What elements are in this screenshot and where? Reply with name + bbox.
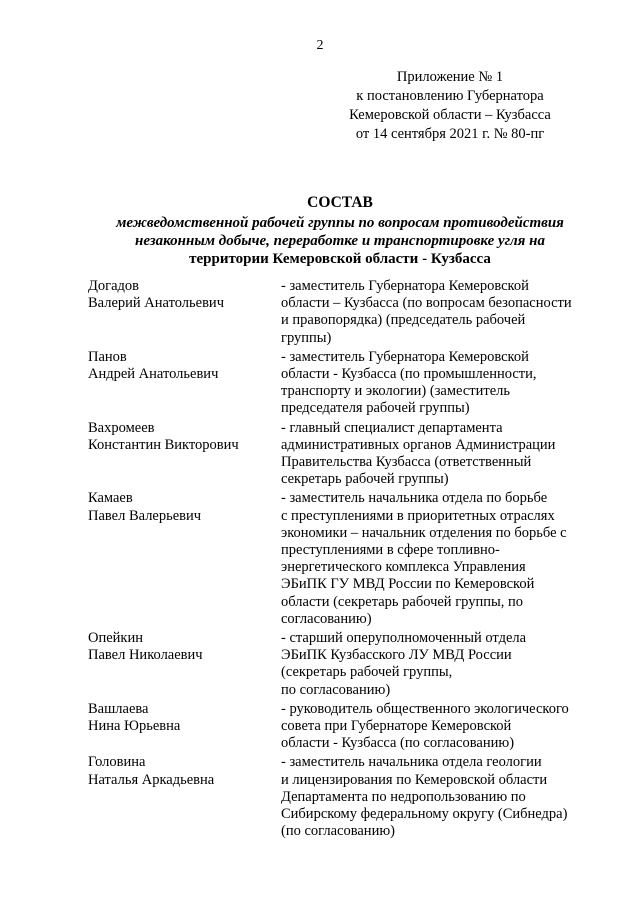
member-given: Павел Николаевич xyxy=(88,647,203,664)
member-role-line: секретарь рабочей группы) xyxy=(281,471,449,488)
member-role-line: транспорту и экологии) (заместитель xyxy=(281,383,510,400)
member-role-line: группы) xyxy=(281,329,332,346)
appendix-header xyxy=(330,68,570,144)
title-line: межведомственной рабочей группы по вопросам противодействия xyxy=(116,215,564,231)
member-role-line: области - Кузбасса (по промышленности, xyxy=(281,366,537,383)
member-row xyxy=(88,754,608,840)
member-role-line: - заместитель Губернатора Кемеровской xyxy=(281,278,529,294)
member-role-line: экономики – начальник отделения по борьбе с xyxy=(281,524,567,541)
member-role xyxy=(281,701,601,753)
member-role xyxy=(281,349,601,418)
member-role xyxy=(281,420,601,489)
member-role-line: (секретарь рабочей группы, xyxy=(281,664,453,681)
member-surname: Головина xyxy=(88,754,146,771)
member-role-line: - заместитель начальника отдела геологии xyxy=(281,754,542,771)
member-surname: Опейкин xyxy=(88,630,143,647)
member-name xyxy=(88,420,281,489)
member-row xyxy=(88,278,608,347)
member-surname: Панов xyxy=(88,348,127,365)
page-number: 2 xyxy=(316,38,324,53)
member-role-line: - руководитель общественного экологического xyxy=(281,700,569,717)
member-name xyxy=(88,278,281,347)
member-role xyxy=(281,490,601,628)
member-role-line: ЭБиПК Кузбасского ЛУ МВД России xyxy=(281,647,512,664)
member-role-line: области - Кузбасса (по согласованию) xyxy=(281,735,515,752)
title-main: СОСТАВ xyxy=(307,194,373,211)
member-name xyxy=(88,630,281,699)
member-role-line: Департамента по недропользованию по xyxy=(281,788,526,805)
appendix-line: Кемеровской области – Кузбасса xyxy=(349,107,551,123)
member-role-line: - заместитель Губернатора Кемеровской xyxy=(281,348,529,365)
title-line: территории Кемеровской области - Кузбасса xyxy=(189,251,491,267)
member-role-line: области (секретарь рабочей группы, по xyxy=(281,593,523,610)
member-surname: Вахромеев xyxy=(88,419,155,436)
member-role-line: области – Кузбасса (по вопросам безопасности xyxy=(281,295,572,312)
member-role xyxy=(281,630,601,699)
member-role-line: и лицензирования по Кемеровской области xyxy=(281,771,548,788)
member-surname: Догадов xyxy=(88,278,139,294)
title-line: незаконным добыче, переработке и транспортировке угля на xyxy=(135,233,545,249)
member-surname: Вашлаева xyxy=(88,700,149,717)
members-list xyxy=(88,278,608,843)
member-role-line: по согласованию) xyxy=(281,681,391,698)
member-role-line: и правопорядка) (председатель рабочей xyxy=(281,312,526,329)
member-role-line: - главный специалист департамента xyxy=(281,419,503,436)
member-role-line: - старший оперуполномоченный отдела xyxy=(281,630,527,647)
member-role-line: Правительства Кузбасса (ответственный xyxy=(281,454,532,471)
appendix-line: от 14 сентября 2021 г. № 80-пг xyxy=(355,126,545,142)
member-row xyxy=(88,490,608,628)
member-name xyxy=(88,701,281,753)
member-name xyxy=(88,490,281,628)
member-role-line: Сибирскому федеральному округу (Сибнедра) xyxy=(281,806,568,823)
member-role xyxy=(281,754,601,840)
member-role-line: с преступлениями в приоритетных отраслях xyxy=(281,507,555,524)
member-role-line: административных органов Администрации xyxy=(281,436,556,453)
member-given: Нина Юрьевна xyxy=(88,718,181,735)
member-role xyxy=(281,278,601,347)
member-role-line: (по согласованию) xyxy=(281,823,395,840)
member-role-line: ЭБиПК ГУ МВД России по Кемеровской xyxy=(281,576,535,593)
member-surname: Камаев xyxy=(88,490,133,507)
member-given: Валерий Анатольевич xyxy=(88,295,224,312)
member-name xyxy=(88,754,281,840)
member-role-line: председателя рабочей группы) xyxy=(281,400,470,417)
member-given: Наталья Аркадьевна xyxy=(88,771,215,788)
title-subtitle xyxy=(60,214,620,268)
member-row xyxy=(88,420,608,489)
member-given: Павел Валерьевич xyxy=(88,507,202,524)
member-row xyxy=(88,349,608,418)
member-row xyxy=(88,630,608,699)
appendix-line: Приложение № 1 xyxy=(396,69,504,85)
member-given: Андрей Анатольевич xyxy=(88,366,219,383)
member-role-line: согласованию) xyxy=(281,610,372,627)
member-role-line: энергетического комплекса Управления xyxy=(281,559,526,576)
document-title xyxy=(60,194,620,268)
member-row xyxy=(88,701,608,753)
member-role-line: совета при Губернаторе Кемеровской xyxy=(281,718,512,735)
member-name xyxy=(88,349,281,418)
member-role-line: - заместитель начальника отдела по борьбе xyxy=(281,490,548,507)
member-role-line: преступлениями в сфере топливно- xyxy=(281,542,500,559)
member-given: Константин Викторович xyxy=(88,436,239,453)
appendix-line: к постановлению Губернатора xyxy=(356,88,544,104)
